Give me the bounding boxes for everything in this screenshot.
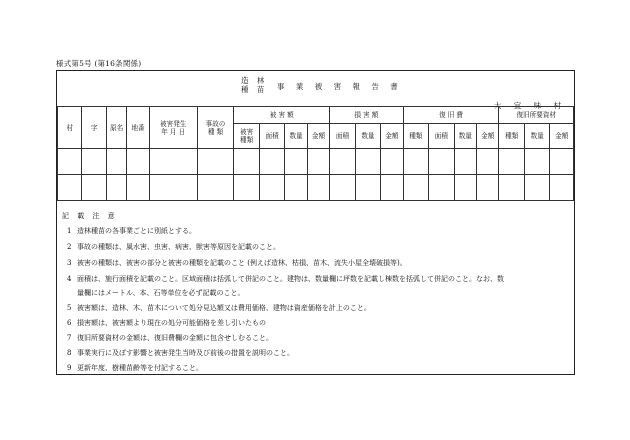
table-row <box>58 149 574 175</box>
sub-damage-type-line1: 被害 <box>240 128 254 136</box>
addressee: 大 宜 味 村 <box>493 101 566 110</box>
sub-mat-qty: 数量 <box>524 124 549 149</box>
note-item: 4 面積は、施行面積を記載のこと。区域面積は括弧して併記のこと。建物は、数量欄に坪数を記載し棟数を括弧して併記のこと。なお、数 <box>67 275 504 283</box>
sub-rest-amt: 金額 <box>477 124 499 149</box>
sub-rest-qty: 数量 <box>454 124 476 149</box>
sub-mat-type: 種類 <box>499 124 524 149</box>
form-number: 様式第5号 (第16条関係) <box>56 59 142 68</box>
notes-heading: 記 載 注 意 <box>62 212 118 220</box>
col-aza: 字 <box>82 107 106 149</box>
note-item: 9 更新年度、樹種苗齢等を付記すること。 <box>67 364 203 372</box>
col-accident-type <box>197 107 234 149</box>
note-item: 6 損害額は、被害額より現在の処分可能価格を差し引いたもの <box>67 319 266 327</box>
sub-rest-area: 面積 <box>429 124 454 149</box>
note-item: 5 被害額は、造林、木、苗木について処分見込額又は費用価格、建物は資産価格を計上のこと。 <box>67 304 371 312</box>
note-item: 1 造林種苗の各事業ごとに別紙とする。 <box>67 227 196 235</box>
col-village: 村 <box>58 107 82 149</box>
page-title: 事 業 被 害 報 告 書 <box>277 82 403 91</box>
sub-mat-amt: 金額 <box>550 124 574 149</box>
note-item: 8 事業実行に及ぼす影響と被害発生当時及び前後の措置を説明のこと。 <box>67 349 294 357</box>
sub-loss-qty: 数量 <box>355 124 380 149</box>
sub-damage-amt: 金額 <box>307 124 329 149</box>
sub-loss-area: 面積 <box>330 124 355 149</box>
col-date-line1: 被害発生 <box>160 119 187 128</box>
table-row <box>58 175 574 201</box>
sub-damage-type-line2: 種類 <box>240 136 254 144</box>
damage-table <box>57 106 574 201</box>
col-date-line2: 年 月 日 <box>161 127 186 136</box>
header-row-1 <box>58 107 574 124</box>
note-item-continued: 量欄にはメートル、本、石等単位を必ず記載のこと。 <box>77 289 245 297</box>
note-item: 7 復旧所要資材の金額は、復旧費欄の金額に包含せしむること。 <box>67 334 273 342</box>
title-stack-line2: 種 苗 <box>241 85 268 94</box>
sub-damage-area: 面積 <box>259 124 284 149</box>
sub-damage-type <box>234 124 259 149</box>
col-restoration-cost: 復 旧 費 <box>403 107 499 124</box>
col-loss-amount: 損 害 額 <box>330 107 403 124</box>
title-stack <box>241 76 267 94</box>
sub-damage-qty: 数量 <box>285 124 307 149</box>
sub-loss-amt: 金額 <box>381 124 403 149</box>
col-materials: 復旧所要資材 <box>499 107 574 124</box>
col-damage-amount: 被 害 額 <box>234 107 330 124</box>
report-form <box>56 70 575 375</box>
sub-rest-type: 種類 <box>403 124 428 149</box>
col-type-line2: 種 類 <box>207 127 224 136</box>
title-stack-line1: 造 林 <box>241 76 268 85</box>
col-lot: 地番 <box>127 107 149 149</box>
col-date <box>149 107 197 149</box>
note-item: 2 事故の種類は、風水害、虫害、病害、獣害等原因を記載のこと。 <box>67 243 280 251</box>
col-haraname: 原名 <box>106 107 126 149</box>
col-type-line1: 事故の <box>205 119 226 128</box>
note-item: 3 被害の種類は、被害の部分と被害の種類を記載のこと (例えば造林、枯損、苗木、流失小屋全壊破損等)。 <box>67 259 407 267</box>
